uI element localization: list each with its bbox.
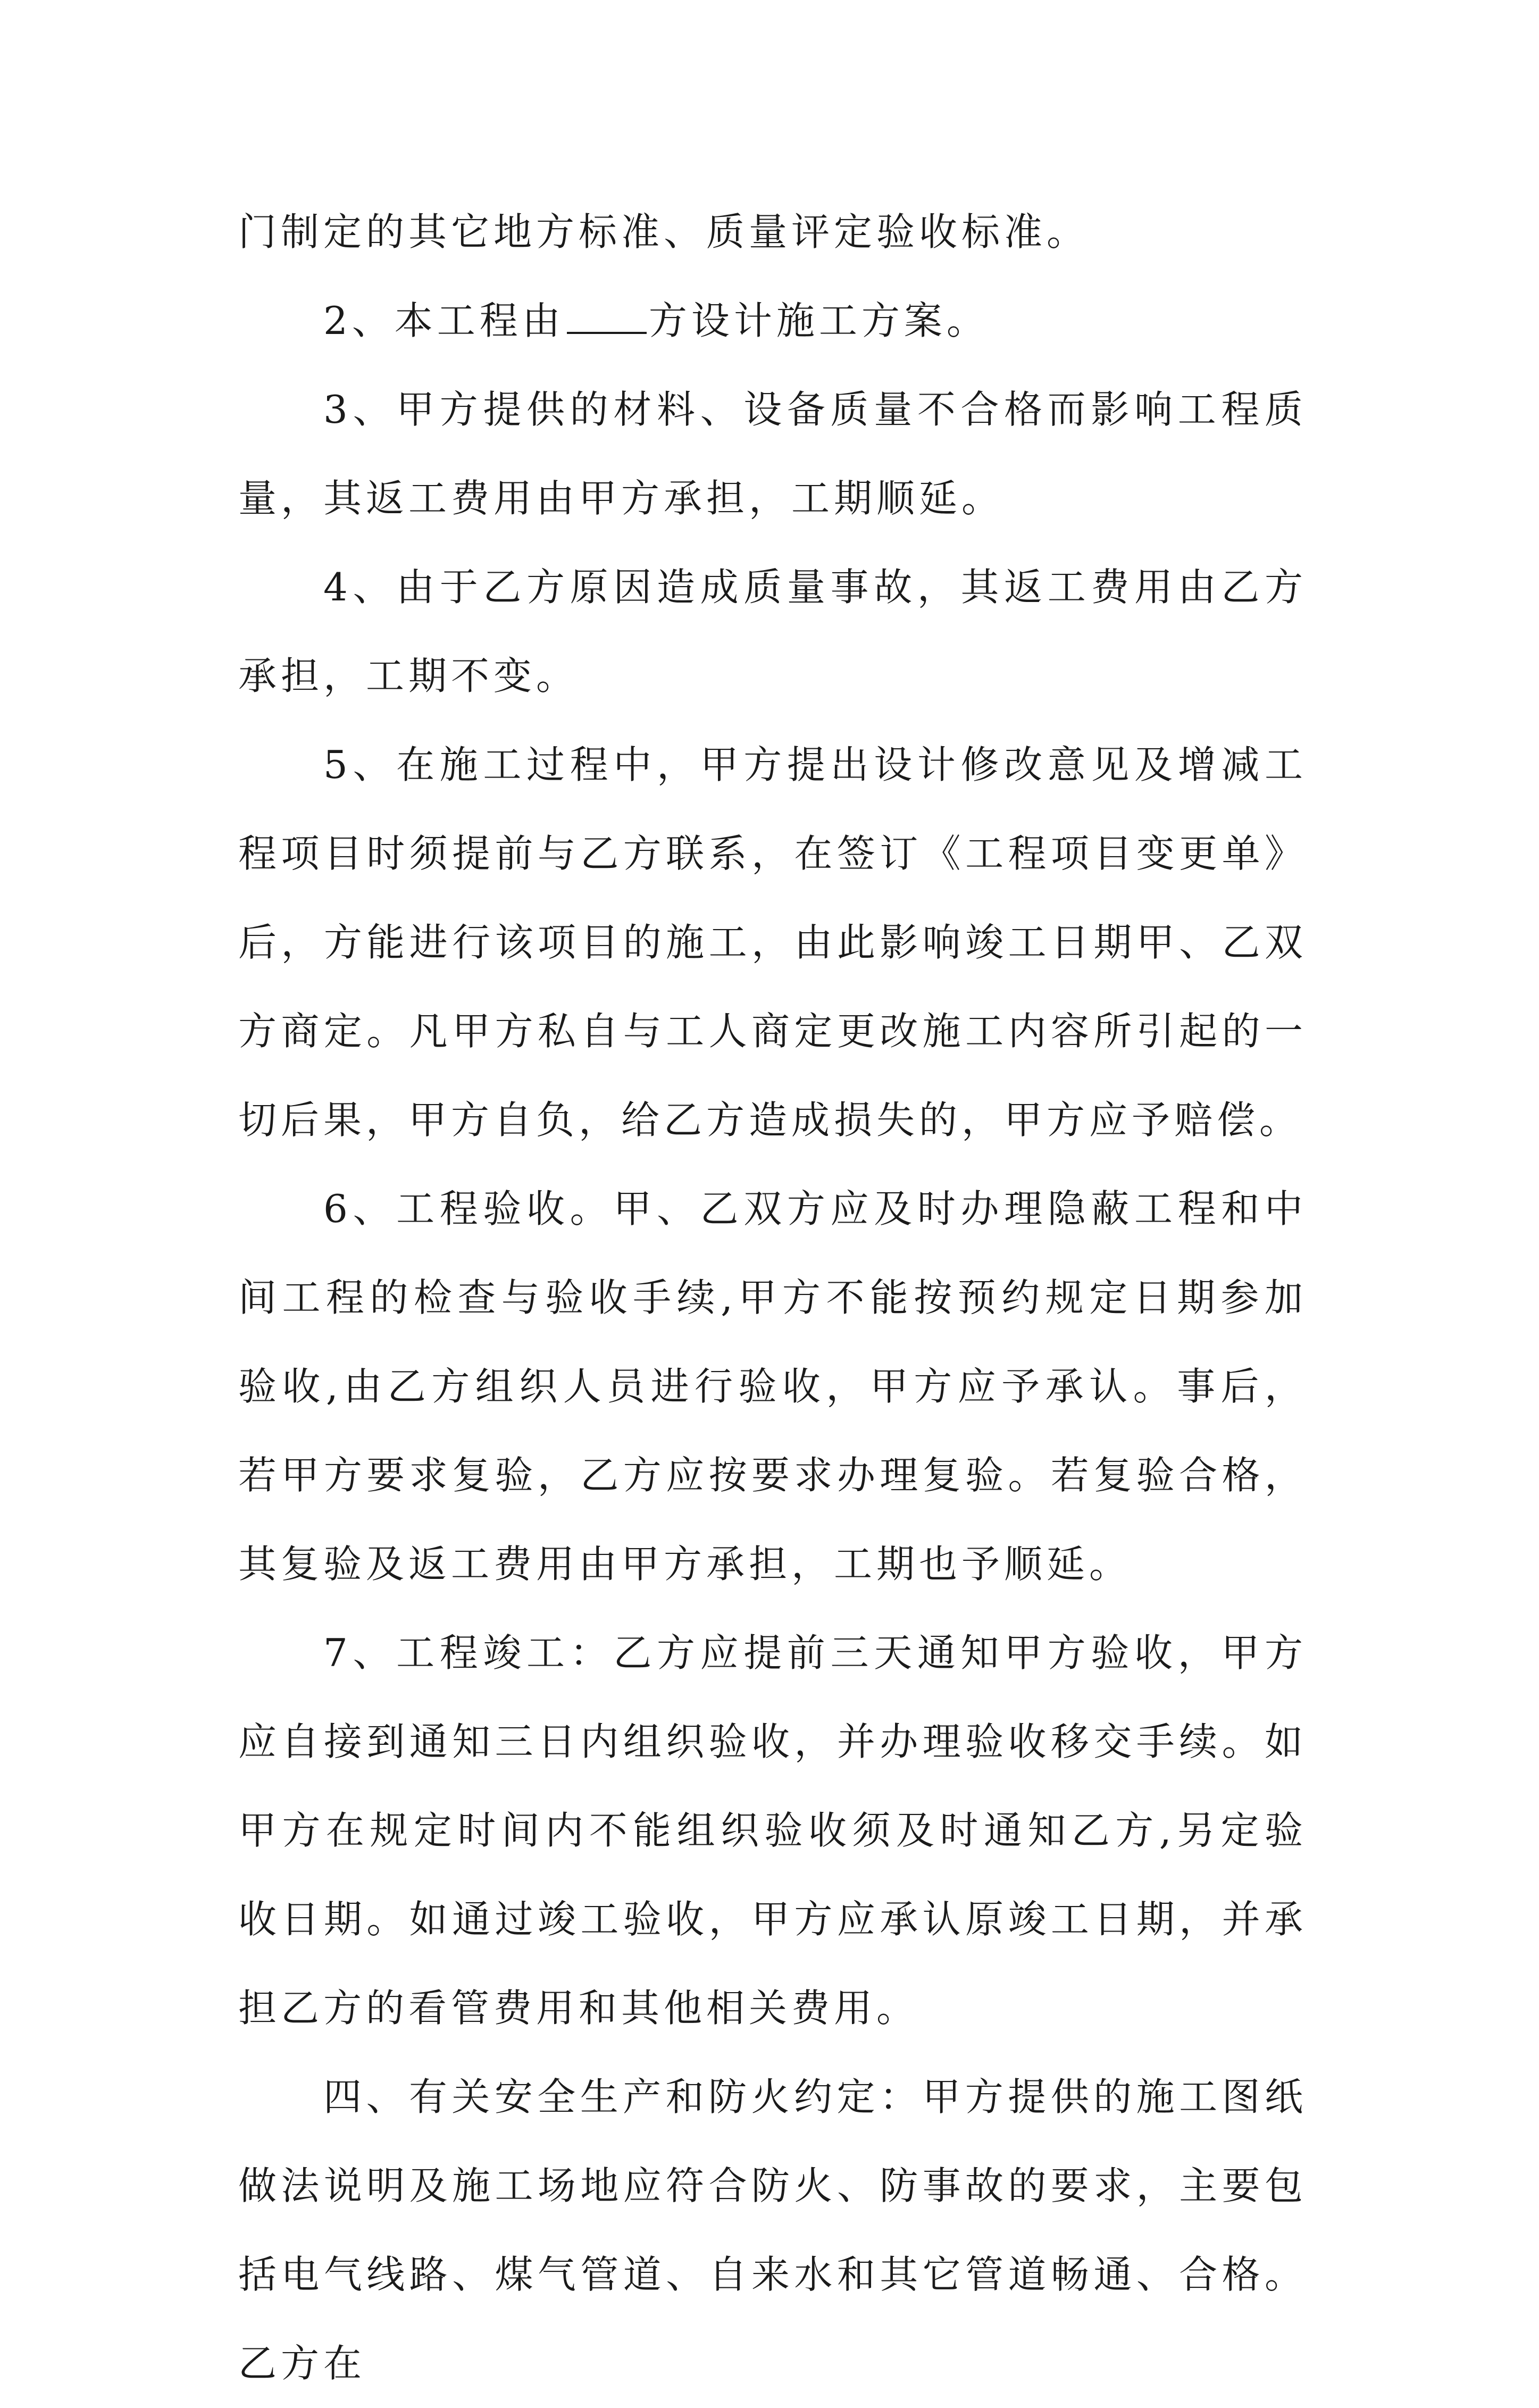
paragraph-clause-4: 4、由于乙方原因造成质量事故，其返工费用由乙方承担，工期不变。 — [238, 565, 1307, 698]
paragraph-clause-6: 6、工程验收。甲、乙双方应及时办理隐蔽工程和中间工程的检查与验收手续,甲方不能按预约规定日期参加验收,由乙方组织人员进行验收，甲方应予承认。事后，若甲方要求复验，乙方应按要求办理复验。若复验合格，其复验及返工费用由甲方承担，工期也予顺延。 — [238, 1186, 1307, 1586]
document-body — [238, 188, 1307, 2408]
paragraph-clause-3: 3、甲方提供的材料、设备质量不合格而影响工程质量，其返工费用由甲方承担，工期顺延。 — [238, 387, 1307, 521]
paragraph-section-4-safety: 四、有关安全生产和防火约定：甲方提供的施工图纸做法说明及施工场地应符合防火、防事故的要求，主要包括电气线路、煤气管道、自来水和其它管道畅通、合格。乙方在 — [238, 2075, 1307, 2386]
clause-2-text-before: 2、本工程由 — [323, 298, 565, 343]
paragraph-clause-7: 7、工程竣工：乙方应提前三天通知甲方验收，甲方应自接到通知三日内组织验收，并办理验收移交手续。如甲方在规定时间内不能组织验收须及时通知乙方,另定验收日期。如通过竣工验收，甲方应承认原竣工日期，并承担乙方的看管费用和其他相关费用。 — [238, 1631, 1307, 2030]
fill-in-blank — [567, 301, 647, 334]
clause-2-text-after: 方设计施工方案。 — [648, 298, 989, 343]
paragraph-clause-5: 5、在施工过程中，甲方提出设计修改意见及增减工程项目时须提前与乙方联系，在签订《工程项目变更单》后，方能进行该项目的施工，由此影响竣工日期甲、乙双方商定。凡甲方私自与工人商定更改施工内容所引起的一切后果，甲方自负，给乙方造成损失的，甲方应予赔偿。 — [238, 742, 1307, 1142]
paragraph-standards-continuation: 门制定的其它地方标准、质量评定验收标准。 — [238, 210, 1090, 254]
paragraph-clause-2 — [238, 277, 1307, 365]
